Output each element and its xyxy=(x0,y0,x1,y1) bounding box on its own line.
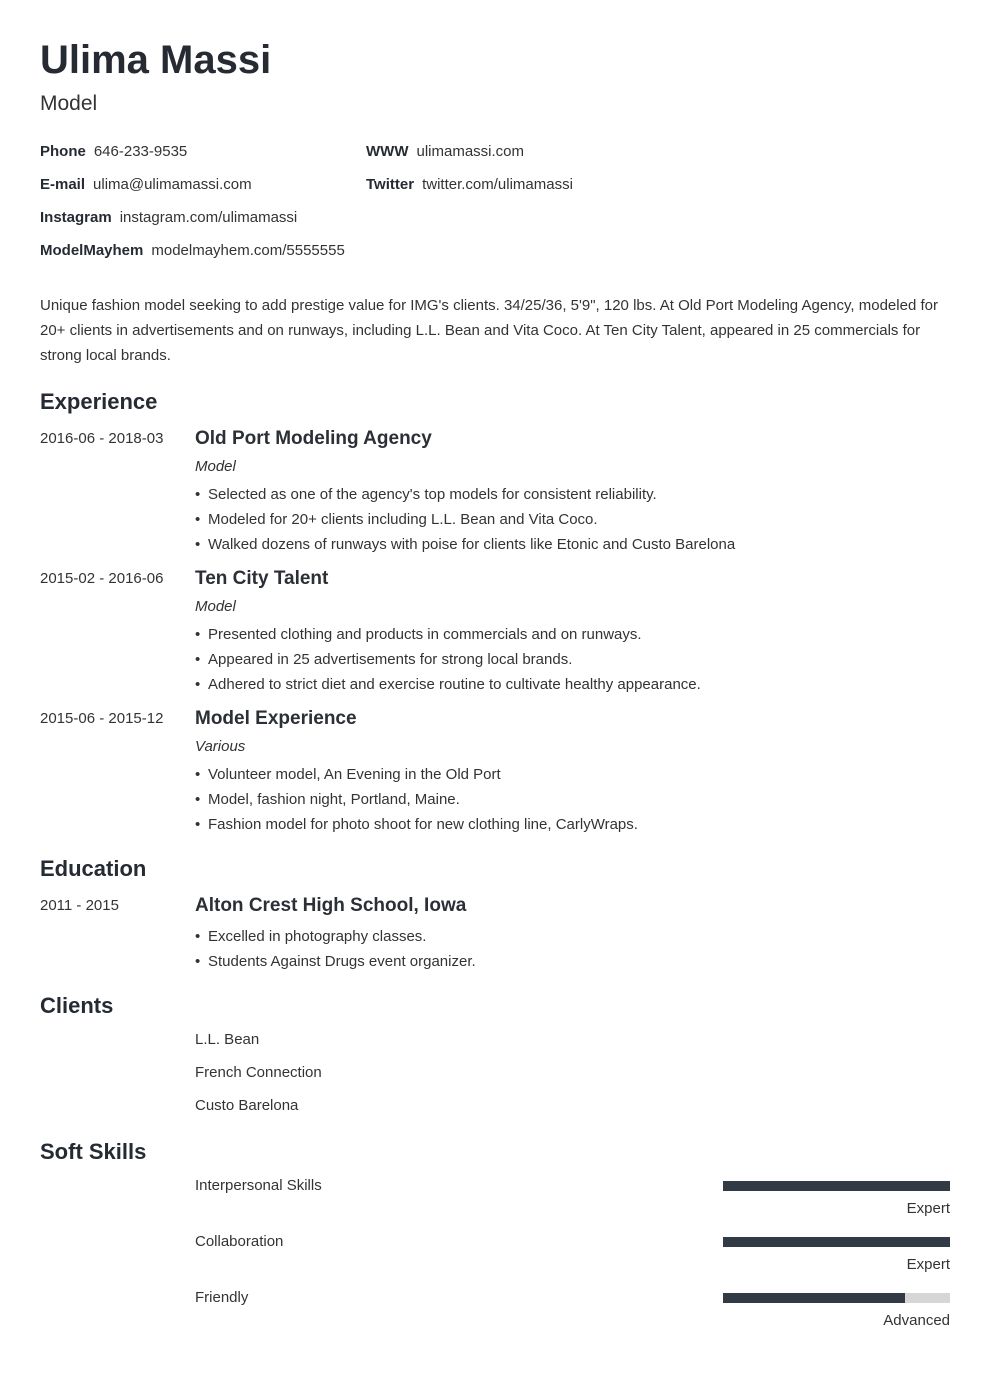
section-title-soft-skills: Soft Skills xyxy=(40,1139,147,1164)
section-title-education: Education xyxy=(40,856,147,881)
bullet-item: • Modeled for 20+ clients including L.L. Bean and Vita Coco. xyxy=(195,507,950,532)
skill-level-label: Expert xyxy=(906,1200,950,1217)
entry-dates: 2016-06 - 2018-03 xyxy=(40,430,164,447)
bullet-item: • Students Against Drugs event organizer. xyxy=(195,949,950,974)
contact-www xyxy=(366,142,524,162)
contact-value[interactable]: ulimamassi.com xyxy=(416,143,525,160)
bullet-item: • Walked dozens of runways with poise for clients like Etonic and Custo Barelona xyxy=(195,532,950,557)
contact-email xyxy=(40,175,252,195)
candidate-name: Ulima Massi xyxy=(40,38,272,82)
skill-name: Collaboration xyxy=(195,1233,284,1250)
skill-level-fill xyxy=(723,1293,905,1303)
contact-modelmayhem xyxy=(40,241,345,261)
entry-role: Various xyxy=(195,738,246,755)
skill-level-fill xyxy=(723,1237,950,1247)
contact-twitter xyxy=(366,175,573,195)
job-title: Model xyxy=(40,92,98,115)
skill-name: Interpersonal Skills xyxy=(195,1177,322,1194)
contact-value[interactable]: ulima@ulimamassi.com xyxy=(93,176,252,193)
entry-bullets xyxy=(195,762,950,837)
entry-dates: 2015-02 - 2016-06 xyxy=(40,570,164,587)
skill-level-label: Expert xyxy=(906,1256,950,1273)
contact-value[interactable]: 646-233-9535 xyxy=(93,143,188,160)
contact-label: Instagram xyxy=(40,209,112,226)
entry-organization: Old Port Modeling Agency xyxy=(195,428,432,449)
bullet-item: • Volunteer model, An Evening in the Old Port xyxy=(195,762,950,787)
bullet-item: • Selected as one of the agency's top models for consistent reliability. xyxy=(195,482,950,507)
entry-organization: Alton Crest High School, Iowa xyxy=(195,895,467,916)
entry-bullets xyxy=(195,482,950,557)
contact-value[interactable]: modelmayhem.com/5555555 xyxy=(151,242,345,259)
bullet-item: • Excelled in photography classes. xyxy=(195,924,950,949)
client-item: L.L. Bean xyxy=(195,1031,260,1048)
contact-label: E-mail xyxy=(40,176,86,193)
entry-dates: 2011 - 2015 xyxy=(40,897,119,914)
bullet-item: • Fashion model for photo shoot for new clothing line, CarlyWraps. xyxy=(195,812,950,837)
section-title-clients: Clients xyxy=(40,993,114,1018)
section-title-experience: Experience xyxy=(40,389,158,414)
contact-label: Twitter xyxy=(366,176,415,193)
entry-organization: Ten City Talent xyxy=(195,568,329,589)
skill-level-bar xyxy=(723,1293,950,1303)
entry-organization: Model Experience xyxy=(195,708,357,729)
entry-bullets xyxy=(195,622,950,697)
entry-role: Model xyxy=(195,458,236,475)
contact-value[interactable]: instagram.com/ulimamassi xyxy=(119,209,298,226)
contact-label: Phone xyxy=(40,143,86,160)
contact-value[interactable]: twitter.com/ulimamassi xyxy=(422,176,573,193)
bullet-item: • Presented clothing and products in commercials and on runways. xyxy=(195,622,950,647)
entry-role: Model xyxy=(195,598,236,615)
contact-label: ModelMayhem xyxy=(40,242,144,259)
contact-instagram xyxy=(40,208,297,228)
skill-name: Friendly xyxy=(195,1289,249,1306)
skill-level-fill xyxy=(723,1181,950,1191)
entry-bullets xyxy=(195,924,950,974)
summary-paragraph: Unique fashion model seeking to add prestige value for IMG's clients. 34/25/36, 5'9", 120 lbs. At Old Port Modeling Agency, modeled for 20+ clients in advertisements and on runways, including L.L. Bean and Vita Coco. At Ten City Talent, appeared in 25 commercials for strong local brands. xyxy=(40,297,938,364)
contact-label: WWW xyxy=(366,143,409,160)
client-item: French Connection xyxy=(195,1064,322,1081)
contact-phone xyxy=(40,142,187,162)
client-item: Custo Barelona xyxy=(195,1097,299,1114)
bullet-item: • Adhered to strict diet and exercise routine to cultivate healthy appearance. xyxy=(195,672,950,697)
bullet-item: • Model, fashion night, Portland, Maine. xyxy=(195,787,950,812)
skill-level-bar xyxy=(723,1237,950,1247)
entry-dates: 2015-06 - 2015-12 xyxy=(40,710,164,727)
skill-level-bar xyxy=(723,1181,950,1191)
bullet-item: • Appeared in 25 advertisements for strong local brands. xyxy=(195,647,950,672)
skill-level-label: Advanced xyxy=(883,1312,950,1329)
